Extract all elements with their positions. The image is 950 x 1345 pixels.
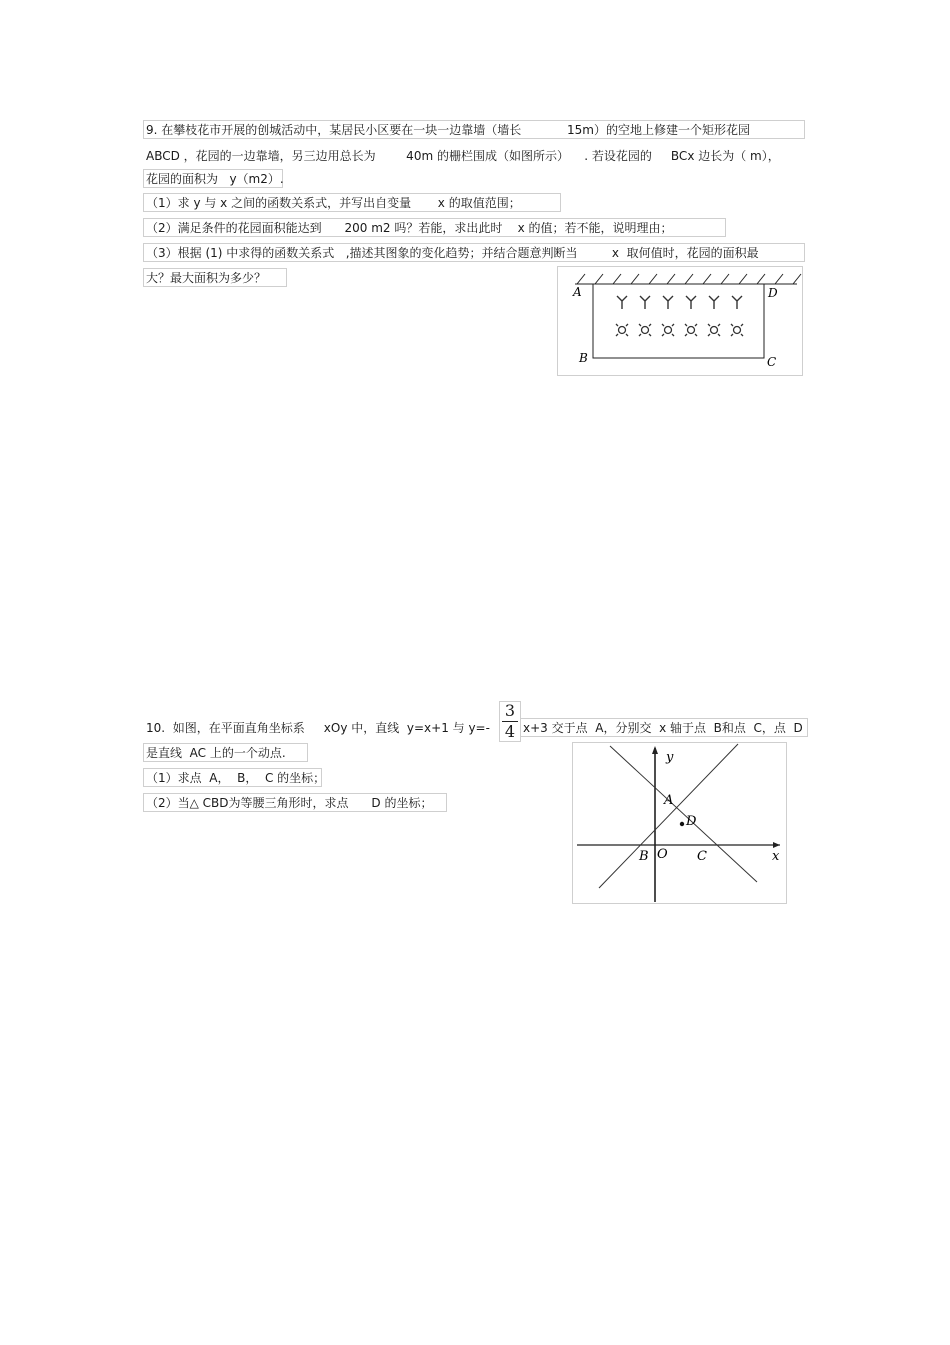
problem9-line2: ABCD ，花园的一边靠墙，另三边用总长为 40m 的栅栏围成（如图所示） . 若设花园的 BCx 边长为（ m）， [146, 149, 780, 163]
point-label-d: D [686, 814, 697, 829]
fraction-numerator: 3 [504, 701, 516, 720]
x-axis-arrow-icon [773, 842, 780, 848]
problem10-line1-part1: 10. 如图，在平面直角坐标系 xOy 中，直线 y=x+1 与 y=- [146, 721, 490, 735]
plant-icon [617, 296, 742, 309]
fraction-denominator: 4 [504, 722, 516, 741]
problem9-line3: 花园的面积为 y（m2）. [143, 169, 283, 188]
garden-figure-frame [558, 267, 803, 376]
problem10-line1-part2: x+3 交于点 A，分别交 x 轴于点 B和点 C，点 D [520, 718, 808, 737]
line-y-equals-x-plus-1 [599, 744, 738, 888]
fraction-three-quarters [499, 701, 521, 742]
problem10-line2: 是直线 AC 上的一个动点. [143, 743, 308, 762]
problem9-question3-line1: （3）根据 (1) 中求得的函数关系式 ,描述其图象的变化趋势；并结合题意判断当 x 取何值时，花园的面积最 [143, 243, 805, 262]
vertex-label-b: B [579, 351, 588, 365]
point-d-dot [680, 822, 684, 826]
point-label-b: B [639, 849, 649, 864]
flower-icon [616, 324, 743, 336]
line-y-equals-neg-three-quarters-x-plus-3 [610, 746, 757, 882]
problem9-question2: （2）满足条件的花园面积能达到 200 m2 吗？若能，求出此时 x 的值；若不能，说明理由； [143, 218, 726, 237]
problem9-question3-line2: 大？最大面积为多少？ [143, 268, 287, 287]
vertex-label-d: D [768, 286, 778, 300]
garden-fence [593, 284, 764, 358]
garden-figure [557, 266, 803, 376]
problem10-question2: （2）当△ CBD为等腰三角形时，求点 D 的坐标； [143, 793, 447, 812]
coordinate-figure [572, 742, 787, 904]
problem10-question1: （1）求点 A， B， C 的坐标； [143, 768, 322, 787]
problem9-question1: （1）求 y 与 x 之间的函数关系式，并写出自变量 x 的取值范围； [143, 193, 561, 212]
axis-label-y: y [666, 750, 674, 765]
axis-label-x: x [772, 849, 780, 864]
point-label-a: A [664, 793, 674, 808]
vertex-label-a: A [573, 285, 582, 299]
origin-label-o: O [657, 847, 668, 862]
vertex-label-c: C [767, 355, 777, 369]
point-label-c: C [697, 849, 707, 864]
y-axis-arrow-icon [652, 746, 658, 754]
wall-line [575, 274, 801, 284]
problem9-line1: 9. 在攀枝花市开展的创城活动中，某居民小区要在一块一边靠墙（墙长 15m）的空地上修建一个矩形花园 [143, 120, 805, 139]
